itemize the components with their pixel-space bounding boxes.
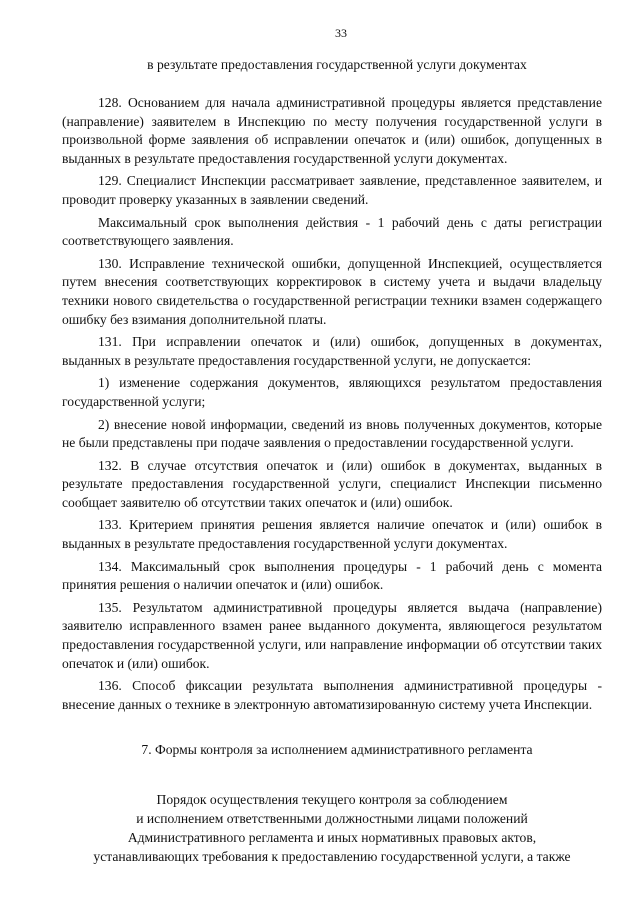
paragraph-134: 134. Максимальный срок выполнения процедуры - 1 рабочий день с момента принятия решения о наличии опечаток и (или) ошибок. [62,558,602,593]
paragraph-133: 133. Критерием принятия решения является наличие опечаток и (или) ошибок в выданных в результате предоставления государственной услуги документах. [62,517,602,552]
paragraph-136: 136. Способ фиксации результата выполнения административной процедуры - внесение данных о технике в электронную автоматизированную систему учета Инспекции. [62,678,602,712]
paragraph-135: 135. Результатом административной процедуры является выдача (направление) заявителю исправленного взамен ранее выданного документа, являющегося результатом предоставления государственной услуги, или направление информации об отсутствии таких опечаток и (или) ошибок. [62,599,602,671]
section-title: 7. Формы контроля за исполнением административного регламента [141,742,533,758]
list-item-1: 1) изменение содержания документов, являющихся результатом предоставления государственной услуги; [62,375,602,409]
page-number: 33 [335,26,347,40]
subsection-line: Административного регламента и иных нормативных правовых актов, [127,830,537,846]
subsection-line: Порядок осуществления текущего контроля за соблюдением [156,792,508,808]
paragraph-max-term: Максимальный срок выполнения действия - 1 рабочий день с даты регистрации соответствующего заявления. [62,214,602,249]
paragraph-131: 131. При исправлении опечаток и (или) ошибок, допущенных в документах, выданных в результате предоставления государственной услуги, не допускается: [62,334,602,368]
paragraph-128: 128. Основанием для начала административной процедуры является представление (направление) заявителем в Инспекцию по месту получения государственной услуги в произвольной форме заявления об исправлении опечаток и (или) ошибок, допущенных в выданных в результате предоставления государственной услуги документах. [62,95,602,166]
paragraph-129: 129. Специалист Инспекции рассматривает заявление, представленное заявителем, и проводит проверку указанных в заявлении сведений. [62,173,602,207]
continued-heading-line: в результате предоставления государственной услуги документах [147,57,527,72]
paragraph-132: 132. В случае отсутствия опечаток и (или) ошибок в документах, выданных в результате предоставления государственной услуги, специалист Инспекции письменно сообщает заявителю об отсутствии таких опечаток и (или) ошибок. [62,457,602,510]
list-item-2: 2) внесение новой информации, сведений из вновь полученных документов, которые не были представлены при подаче заявления о предоставлении государственной услуги. [62,416,602,451]
paragraph-130: 130. Исправление технической ошибки, допущенной Инспекцией, осуществляется путем внесения соответствующих корректировок в систему учета и выдачи владельцу техники нового свидетельства о государственной регистрации техники взамен содержащего ошибку без взимания дополнительной платы. [62,255,602,327]
subsection-line: устанавливающих требования к предоставлению государственной услуги, а также [93,849,571,865]
subsection-line: и исполнением ответственными должностными лицами положений [136,811,528,827]
subsection-heading [62,790,602,866]
